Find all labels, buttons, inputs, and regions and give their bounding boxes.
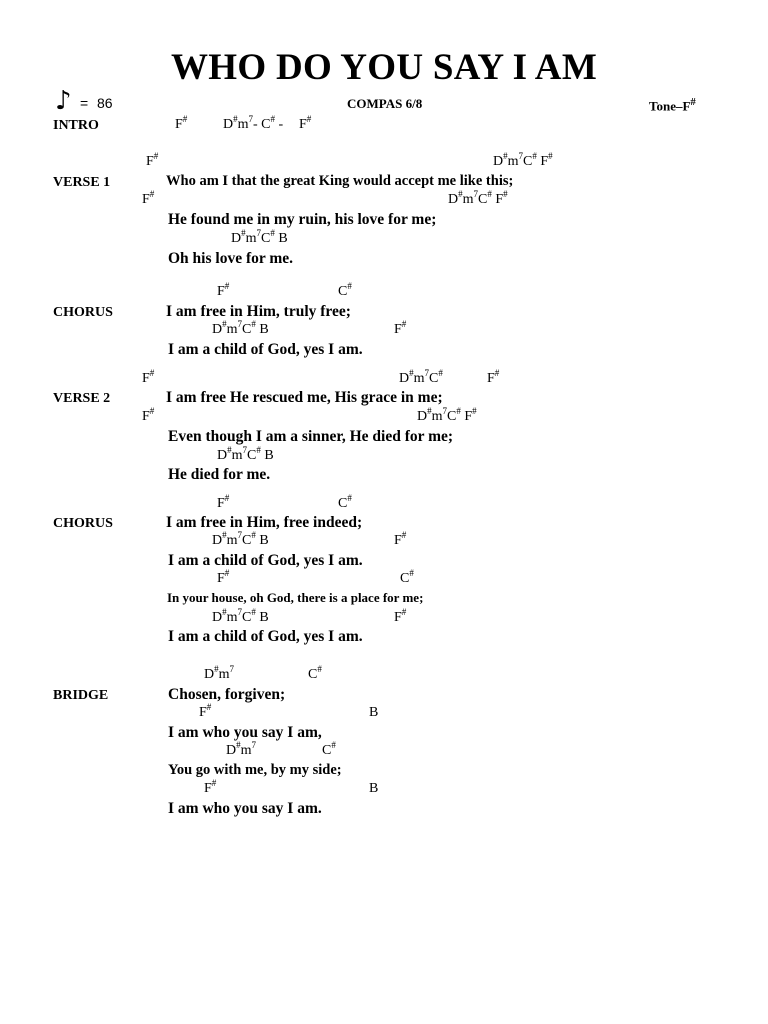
chord: $D^{\#}m^7C^{\#}$ B	[212, 607, 269, 625]
chord: F#	[394, 530, 407, 548]
section-label-chorus: CHORUS	[53, 516, 113, 531]
lyric-line: He found me in my ruin, his love for me;	[168, 211, 437, 228]
section-label-bridge: BRIDGE	[53, 688, 109, 703]
chord: $D^{\#}m^7C^{\#}$ B	[217, 445, 274, 463]
lyric-line: I am a child of God, yes I am.	[168, 341, 363, 358]
chord: F#	[142, 406, 155, 424]
lyric-line: I am free in Him, truly free;	[166, 303, 351, 320]
lyric-line: I am free He rescued me, His grace in me;	[166, 389, 443, 406]
lyric-line: Even though I am a sinner, He died for me;	[168, 428, 454, 445]
chord: F#	[204, 778, 217, 796]
eighth-note-icon: ♪	[55, 86, 72, 116]
chord: C#	[338, 493, 352, 511]
chord: C#	[308, 664, 322, 682]
chord: F#	[299, 114, 312, 132]
chord: F#	[142, 368, 155, 386]
chord: $D^{\#}m^7C^{\#}$ B	[212, 319, 269, 337]
chord: C#	[338, 281, 352, 299]
section-label-chorus: CHORUS	[53, 305, 113, 320]
lyric-line: You go with me, by my side;	[168, 762, 342, 778]
chord: C#	[322, 740, 336, 758]
chord: B	[369, 705, 379, 720]
page-title: WHO DO YOU SAY I AM	[170, 47, 598, 88]
chord: $D^{\#}m^7C^{\#}$ F#	[493, 151, 553, 169]
chord: F#	[142, 189, 155, 207]
tempo-equals: =	[80, 95, 89, 111]
chord: F#	[146, 151, 159, 169]
chord: F#	[217, 281, 230, 299]
lyric-line: I am a child of God, yes I am.	[168, 552, 363, 569]
chord: F#	[394, 319, 407, 337]
lyric-line: I am a child of God, yes I am.	[168, 628, 363, 645]
chord: $D^{\#}m^7C^{\#}$ F#	[417, 406, 477, 424]
section-label-verse-1: VERSE 1	[53, 175, 111, 190]
chord: $D^{\#}m^7C^{\#}$ F#	[448, 189, 508, 207]
chord: F#	[217, 568, 230, 586]
lyric-line: Who am I that the great King would accept me like this;	[166, 173, 514, 189]
lyric-line: I am who you say I am.	[168, 800, 322, 817]
lyric-line: Chosen, forgiven;	[168, 686, 286, 703]
chord: $D^{\#}m^7C^{\#}$ B	[231, 228, 288, 246]
chord: F#	[199, 702, 212, 720]
lyric-line: I am free in Him, free indeed;	[166, 514, 363, 531]
chord: C#	[400, 568, 414, 586]
section-label-verse-2: VERSE 2	[53, 391, 111, 406]
time-signature: COMPAS 6/8	[347, 96, 423, 111]
tempo-bpm: 86	[97, 95, 113, 111]
chord: $D^{\#}m^7C^{\#}$	[399, 368, 443, 386]
chord: B	[369, 781, 379, 796]
song-key: Tone–F#	[649, 96, 696, 114]
chord: $D^{\#}m^7-$ C# -	[223, 114, 284, 132]
chord: F#	[217, 493, 230, 511]
lyric-line: Oh his love for me.	[168, 250, 293, 267]
chord: $D^{\#}m^7$	[204, 664, 235, 682]
chord: F#	[394, 607, 407, 625]
lyric-line: In your house, oh God, there is a place for me;	[167, 590, 424, 605]
chord: F#	[175, 114, 188, 132]
lyric-line: He died for me.	[168, 466, 271, 483]
chord: $D^{\#}m^7$	[226, 740, 257, 758]
chord: $D^{\#}m^7C^{\#}$ B	[212, 530, 269, 548]
chord: F#	[487, 368, 500, 386]
lyric-line: I am who you say I am,	[168, 724, 322, 741]
section-label-intro: INTRO	[53, 118, 99, 133]
